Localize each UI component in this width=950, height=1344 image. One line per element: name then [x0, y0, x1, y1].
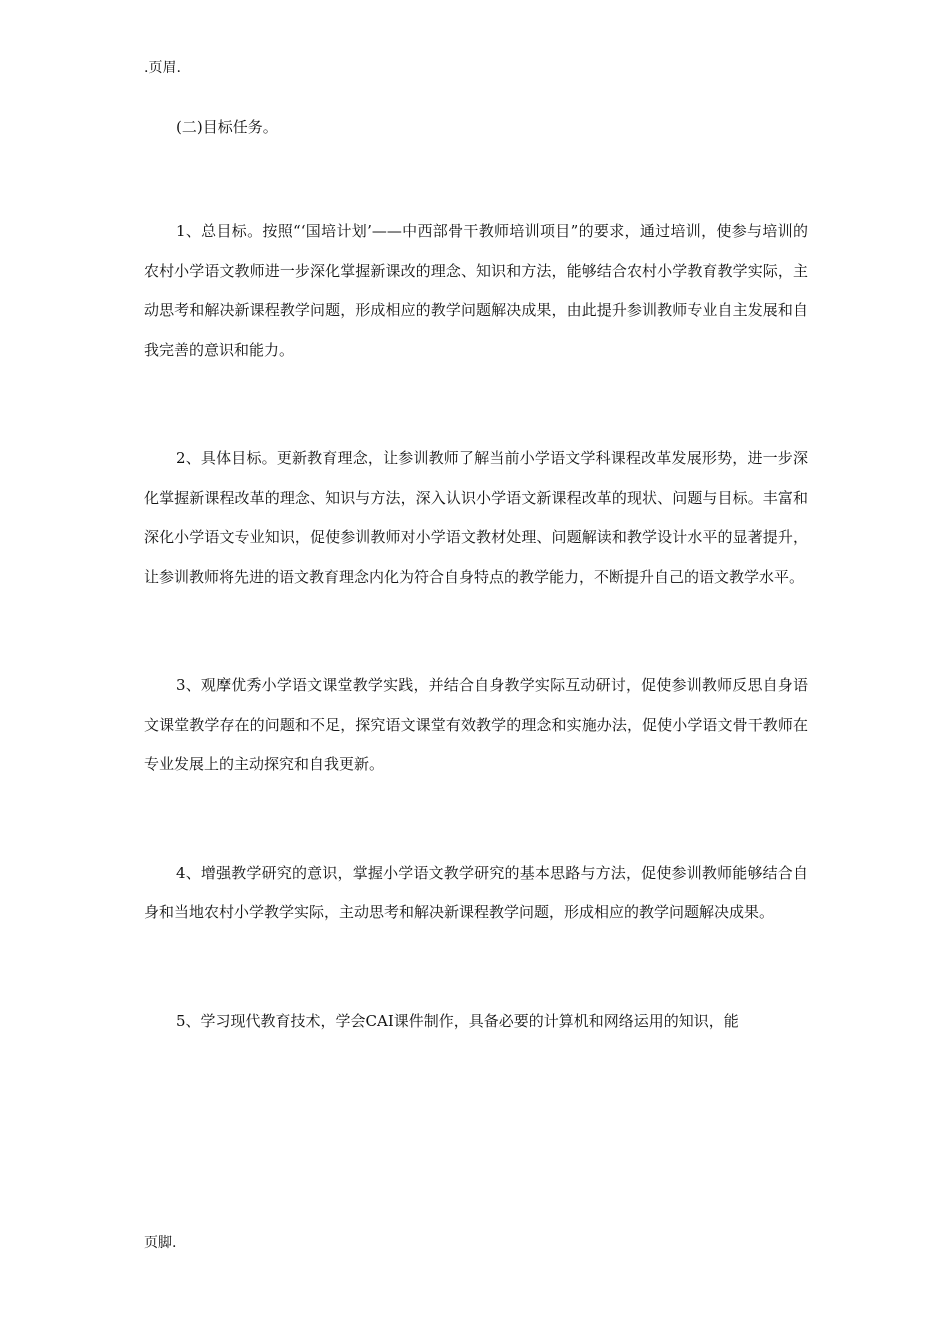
section-heading: (二)目标任务。 — [176, 118, 278, 136]
paragraph-observation: 3、观摩优秀小学语文课堂教学实践，并结合自身教学实际互动研讨，促使参训教师反思自身语文课堂教学存在的问题和不足，探究语文课堂有效教学的理念和实施办法，促使小学语文骨干教师在专业发展上的主动探究和自我更新。 — [144, 676, 808, 773]
paragraph-research: 4、增强教学研究的意识，掌握小学语文教学研究的基本思路与方法，促使参训教师能够结合自身和当地农村小学教学实际，主动思考和解决新课程教学问题，形成相应的教学问题解决成果。 — [144, 863, 808, 921]
paragraph-specific-goal: 2、具体目标。更新教育理念，让参训教师了解当前小学语文学科课程改革发展形势，进一步深化掌握新课程改革的理念、知识与方法，深入认识小学语文新课程改革的现状、问题与目标。丰富和深化小学语文专业知识，促使参训教师对小学语文教材处理、问题解读和教学设计水平的显著提升，让参训教师将先进的语文教育理念内化为符合自身特点的教学能力，不断提升自己的语文教学水平。 — [144, 449, 808, 586]
document-body — [144, 113, 808, 1041]
page-footer: 页脚. — [144, 1235, 177, 1251]
page-header: .页眉. — [144, 60, 181, 76]
paragraph-overall-goal: 1、总目标。按照“‘国培计划’——中西部骨干教师培训项目”的要求，通过培训，使参与培训的农村小学语文教师进一步深化掌握新课改的理念、知识和方法，能够结合农村小学教育教学实际，主动思考和解决新课程教学问题，形成相应的教学问题解决成果，由此提升参训教师专业自主发展和自我完善的意识和能力。 — [144, 222, 808, 359]
paragraph-technology: 5、学习现代教育技术，学会CAI课件制作，具备必要的计算机和网络运用的知识，能 — [176, 1011, 739, 1030]
